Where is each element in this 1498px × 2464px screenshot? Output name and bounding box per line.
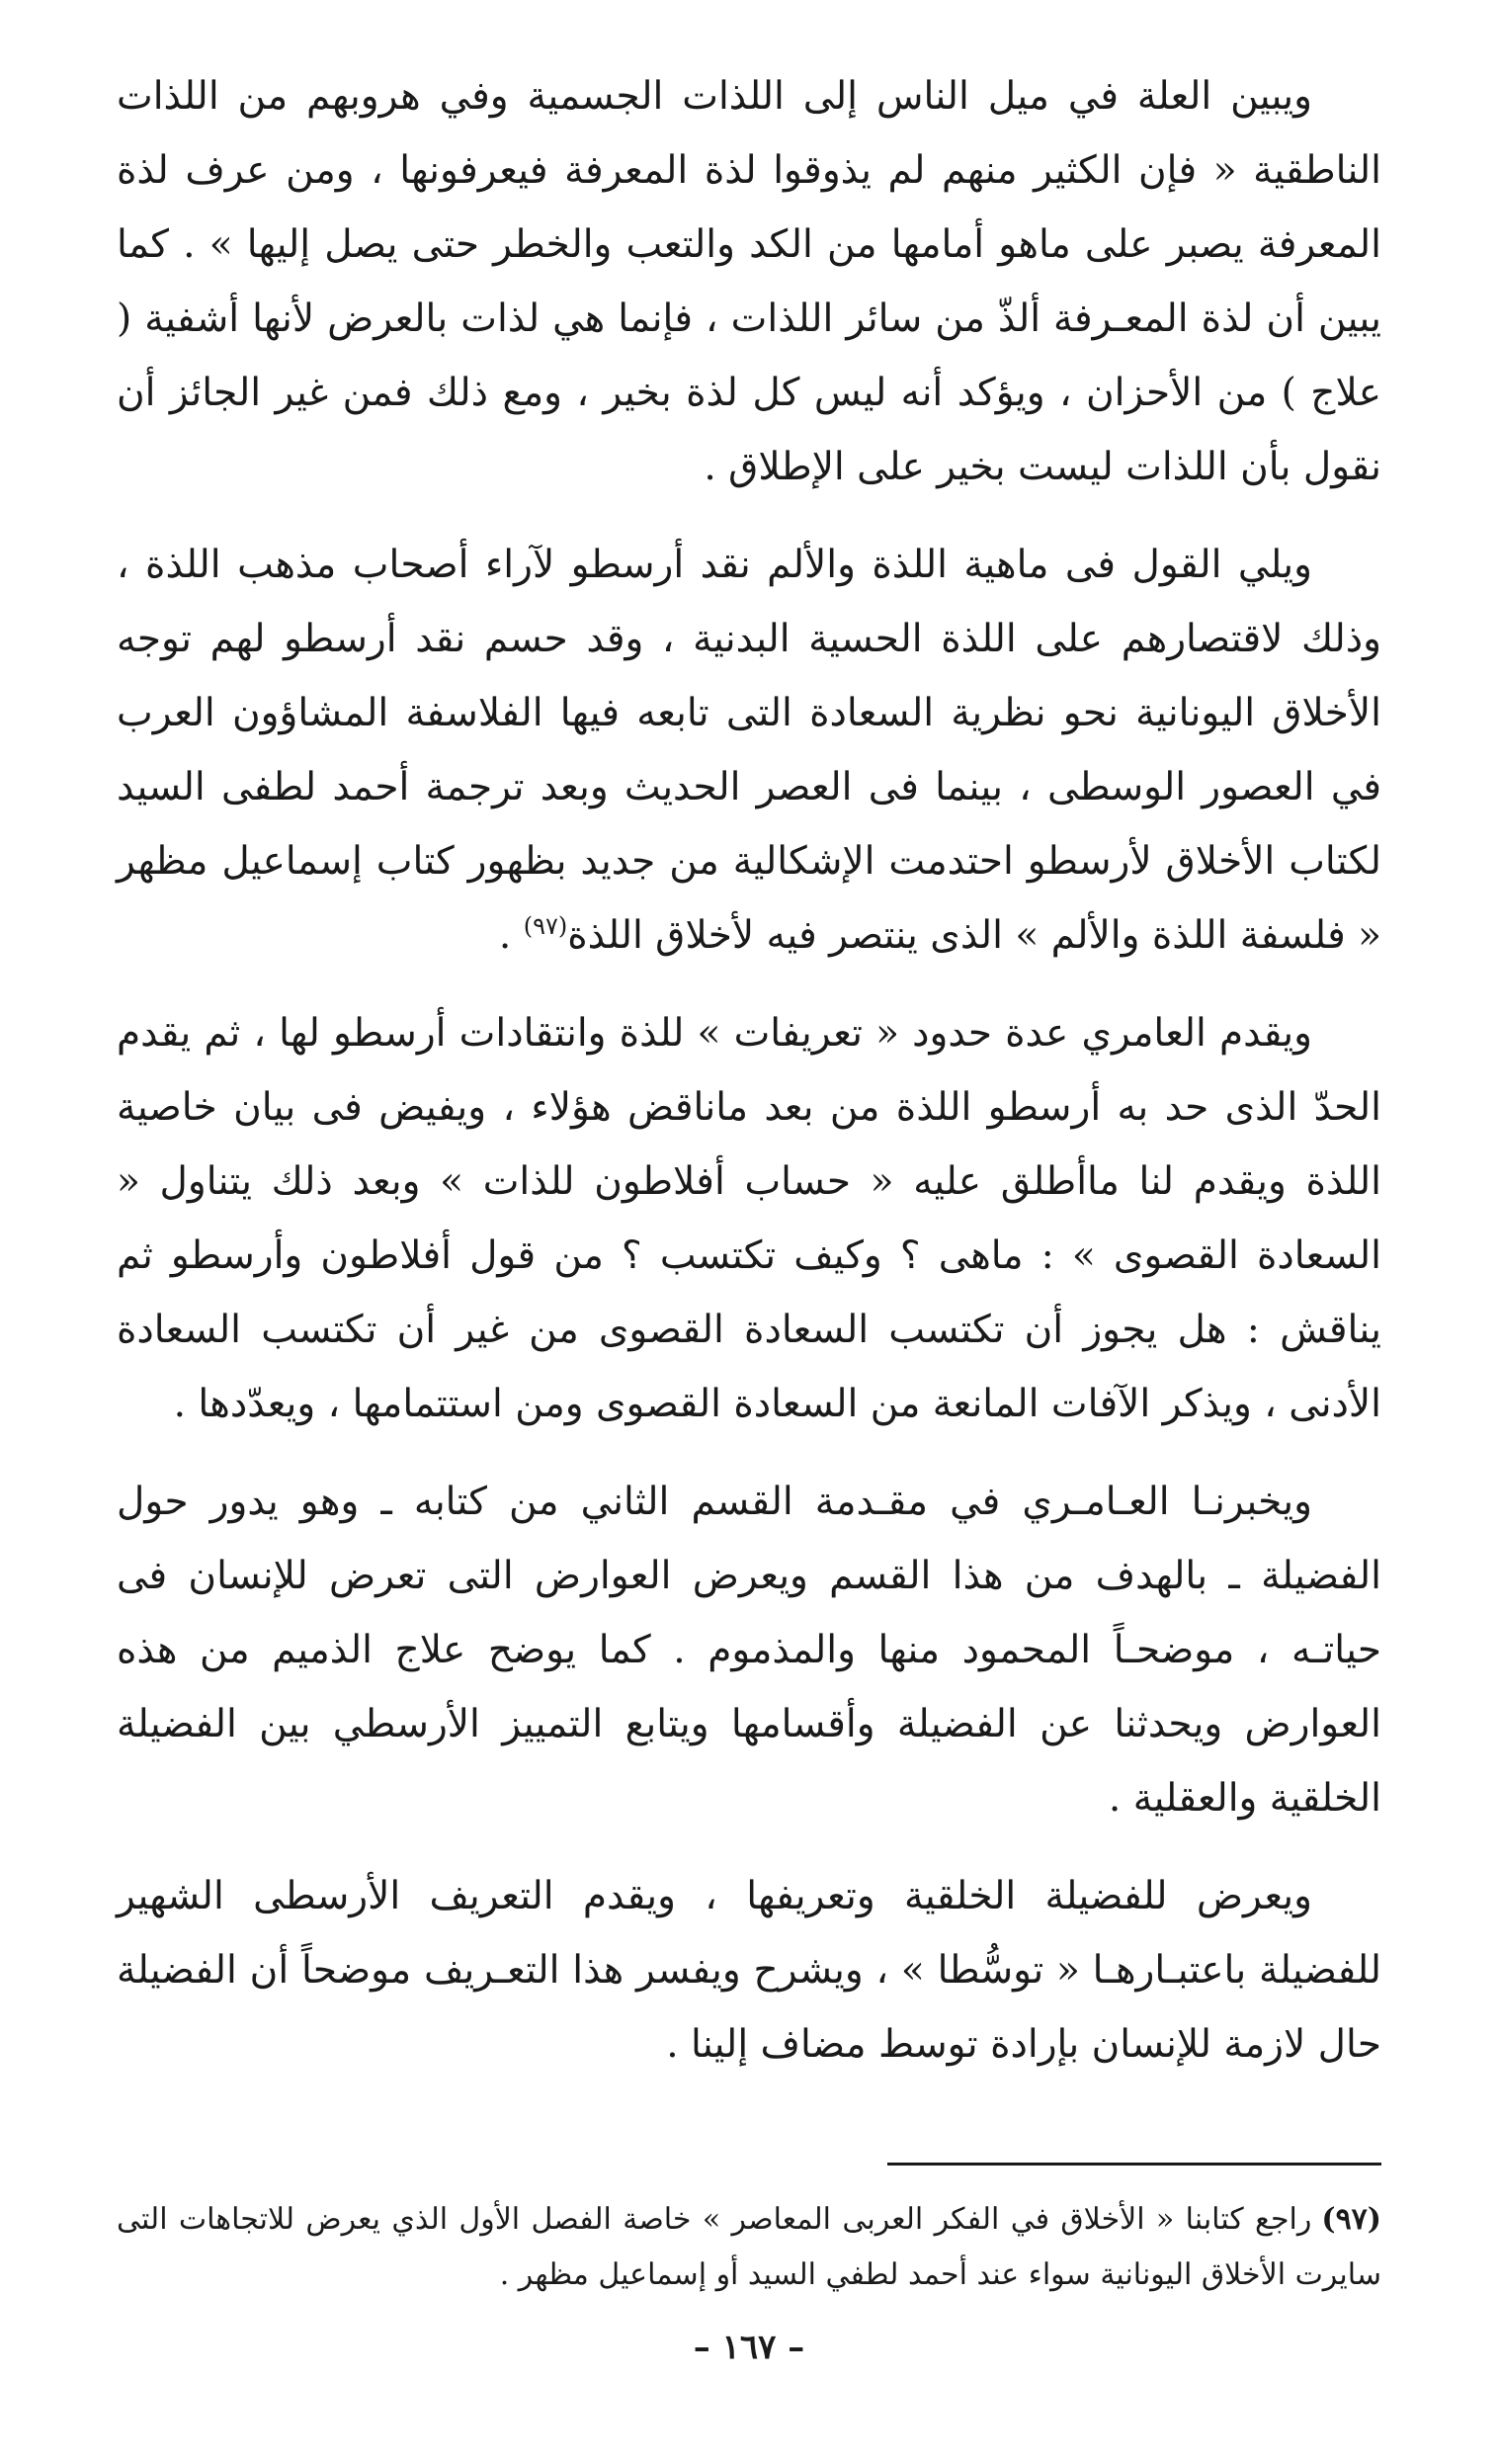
paragraph-4: ويخبرنـا العـامـري في مقـدمة القسم الثاني من كتابه ـ وهو يدور حول الفضيلة ـ بالهدف من هذا القسم ويعرض العوارض التى تعرض للإنسان فى حياتـه ، موضحـاً المحمود منها والمذموم . كما يوضح علاج الذميم من هذه العوارض ويحدثنا عن الفضيلة وأقسامها ويتابع التمييز الأرسطي بين الفضيلة الخلقية والعقلية . bbox=[117, 1480, 1381, 1821]
footnote-divider bbox=[887, 2163, 1381, 2166]
main-text bbox=[117, 59, 1381, 2082]
footnote-reference: (٩٧) bbox=[523, 912, 568, 940]
footnote-number: (٩٧) bbox=[1321, 2202, 1381, 2237]
paragraph-5: ويعرض للفضيلة الخلقية وتعريفها ، ويقدم التعريف الأرسطى الشهير للفضيلة باعتبـارهـا « توسُّطا » ، ويشرح ويفسر هذا التعـريف موضحاً أن الفضيلة حال لازمة للإنسان بإرادة توسط مضاف إلينا . bbox=[117, 1874, 1381, 2067]
paragraph-2-text: ويلي القول فى ماهية اللذة والألم نقد أرسطو لآراء أصحاب مذهب اللذة ، وذلك لاقتصارهم على اللذة الحسية البدنية ، وقد حسم نقد أرسطو لهم توجه الأخلاق اليونانية نحو نظرية السعادة التى تابعه فيها الفلاسفة المشاؤون العرب في العصور الوسطى ، بينما فى العصر الحديث وبعد ترجمة أحمد لطفى السيد لكتاب الأخلاق لأرسطو احتدمت الإشكالية من جديد بظهور كتاب إسماعيل مظهر « فلسفة اللذة والألم » الذى ينتصر فيه لأخلاق اللذة bbox=[117, 543, 1381, 958]
paragraph-1: ويبين العلة في ميل الناس إلى اللذات الجسمية وفي هروبهم من اللذات الناطقية « فإن الكثير منهم لم يذوقوا لذة المعرفة فيعرفونها ، ومن عرف لذة المعرفة يصبر على ماهو أمامها من الكد والتعب والخطر حتى يصل إليها » . كما يبين أن لذة المعـرفة ألذّ من سائر اللذات ، فإنما هي لذات بالعرض لأنها أشفية ( علاج ) من الأحزان ، ويؤكد أنه ليس كل لذة بخير ، ومع ذلك فمن غير الجائز أن نقول بأن اللذات ليست بخير على الإطلاق . bbox=[117, 74, 1381, 489]
footnote bbox=[117, 2192, 1381, 2303]
paragraph-2: ويلي القول فى ماهية اللذة والألم نقد أرسطو لآراء أصحاب مذهب اللذة ، وذلك لاقتصارهم على اللذة الحسية البدنية ، وقد حسم نقد أرسطو لهم توجه الأخلاق اليونانية نحو نظرية السعادة التى تابعه فيها الفلاسفة المشاؤون العرب في العصور الوسطى ، بينما فى العصر الحديث وبعد ترجمة أحمد لطفى السيد لكتاب الأخلاق لأرسطو احتدمت الإشكالية من جديد بظهور كتاب إسماعيل مظهر « فلسفة اللذة والألم » الذى ينتصر فيه لأخلاق اللذة$^{(٩٧)}$ . bbox=[117, 543, 1381, 958]
paragraph-3: ويقدم العامري عدة حدود « تعريفات » للذة وانتقادات أرسطو لها ، ثم يقدم الحدّ الذى حد به أرسطو اللذة من بعد ماناقض هؤلاء ، ويفيض فى بيان خاصية اللذة ويقدم لنا ماأطلق عليه « حساب أفلاطون للذات » وبعد ذلك يتناول « السعادة القصوى » : ماهى ؟ وكيف تكتسب ؟ من قول أفلاطون وأرسطو ثم يناقش : هل يجوز أن تكتسب السعادة القصوى من غير أن تكتسب السعادة الأدنى ، ويذكر الآفات المانعة من السعادة القصوى ومن استتمامها ، ويعدّدها . bbox=[117, 1011, 1381, 1426]
page-number: – ١٦٧ – bbox=[693, 2328, 805, 2367]
book-page bbox=[117, 59, 1381, 2431]
footnote-text: راجع كتابنا « الأخلاق في الفكر العربى المعاصر » خاصة الفصل الأول الذي يعرض للاتجاهات التى سايرت الأخلاق اليونانية سواء عند أحمد لطفي السيد أو إسماعيل مظهر . bbox=[117, 2202, 1381, 2292]
